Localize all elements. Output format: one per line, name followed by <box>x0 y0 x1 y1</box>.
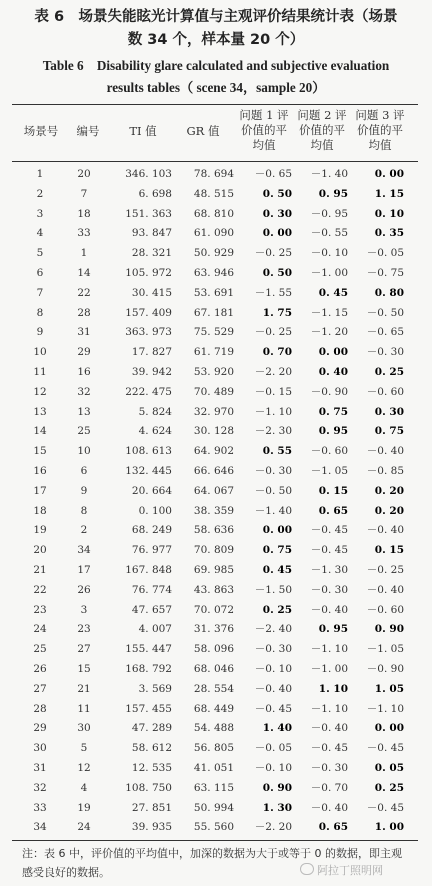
cell-q1: －0. 25 <box>254 247 292 260</box>
cell-scene: 5 <box>36 247 44 260</box>
cell-q2: －0. 40 <box>310 603 348 616</box>
cell-ti: 167. 848 <box>125 564 172 576</box>
cell-gr: 41. 051 <box>193 762 234 774</box>
cell-scene: 15 <box>33 445 47 458</box>
cell-q1: －0. 10 <box>254 663 292 675</box>
table-row <box>0 164 432 185</box>
cell-q3: 1. 00 <box>374 821 404 834</box>
cell-q2: －0. 30 <box>310 762 348 774</box>
cell-q1: 1. 40 <box>262 722 292 735</box>
table-row <box>0 600 432 621</box>
cell-q2: －0. 30 <box>310 583 348 596</box>
cell-scene: 20 <box>33 544 47 557</box>
cell-q2: －0. 45 <box>310 742 348 755</box>
table-row <box>0 540 432 561</box>
cell-scene: 24 <box>33 623 47 636</box>
cell-q3: －0. 50 <box>366 306 404 319</box>
cell-q2: －0. 60 <box>310 445 348 458</box>
watermark <box>300 862 383 878</box>
cell-gr: 70. 072 <box>193 603 234 616</box>
cell-gr: 70. 809 <box>193 544 234 557</box>
cell-q3: 0. 00 <box>374 722 404 735</box>
cell-q3: 0. 05 <box>374 762 404 774</box>
cell-ti: 47. 657 <box>131 603 172 616</box>
cell-q3: －0. 40 <box>366 583 404 596</box>
cell-q1: －0. 30 <box>254 643 292 656</box>
cell-q1: 0. 70 <box>262 346 292 359</box>
cell-ti: 76. 774 <box>131 583 172 596</box>
cell-ti: 58. 612 <box>131 742 172 755</box>
cell-q2: 0. 65 <box>318 504 348 517</box>
cell-id: 34 <box>77 544 91 557</box>
cell-gr: 38. 359 <box>193 504 234 517</box>
cell-scene: 17 <box>33 484 47 497</box>
table-row <box>0 382 432 403</box>
cell-gr: 68. 449 <box>193 702 234 715</box>
cell-q2: 1. 10 <box>318 682 348 695</box>
cell-q1: －0. 30 <box>254 465 292 477</box>
cell-ti: 17. 827 <box>131 346 172 359</box>
cell-q1: 0. 50 <box>262 267 292 279</box>
cell-q2: －1. 10 <box>310 643 348 656</box>
cell-gr: 64. 902 <box>193 445 234 458</box>
cell-q3: －0. 65 <box>366 326 404 339</box>
cell-ti: 4. 007 <box>138 623 172 636</box>
watermark-text: 阿拉丁照明网 <box>317 864 383 877</box>
table-row <box>0 659 432 680</box>
cell-gr: 67. 181 <box>193 306 234 319</box>
cell-scene: 9 <box>36 326 44 339</box>
cell-ti: 155. 447 <box>125 643 172 656</box>
cell-q2: －1. 00 <box>310 267 348 279</box>
cell-q3: 0. 20 <box>374 484 404 497</box>
table-row <box>0 560 432 581</box>
cell-q3: －0. 90 <box>366 663 404 675</box>
cell-q2: －1. 00 <box>310 663 348 675</box>
cell-ti: 3. 569 <box>138 682 172 695</box>
cell-scene: 1 <box>36 168 44 180</box>
cell-q2: －0. 45 <box>310 524 348 537</box>
cell-gr: 32. 970 <box>193 405 234 418</box>
cell-gr: 64. 067 <box>193 484 234 497</box>
cell-q3: －1. 10 <box>366 702 404 715</box>
cell-ti: 93. 847 <box>131 227 172 240</box>
table-row <box>0 501 432 522</box>
cell-scene: 34 <box>33 821 47 834</box>
cell-q2: －0. 55 <box>310 227 348 240</box>
cell-q3: －0. 75 <box>366 267 404 279</box>
cell-ti: 12. 535 <box>131 762 172 774</box>
cell-gr: 54. 488 <box>193 722 234 735</box>
table-row <box>0 362 432 383</box>
cell-gr: 58. 636 <box>193 524 234 537</box>
cell-scene: 33 <box>33 801 47 814</box>
cell-id: 31 <box>77 326 91 339</box>
cell-q2: 0. 95 <box>318 623 348 636</box>
cell-id: 28 <box>77 306 91 319</box>
table-row <box>0 421 432 442</box>
cell-ti: 20. 664 <box>131 484 172 497</box>
cell-scene: 31 <box>33 762 47 774</box>
table-row <box>0 441 432 462</box>
table-row <box>0 817 432 838</box>
header-id: 编号 <box>76 124 100 138</box>
header-q1: 问题 1 评价值的平均值 <box>239 108 289 152</box>
cell-q3: 1. 15 <box>374 187 404 200</box>
cell-scene: 2 <box>36 187 44 200</box>
cell-gr: 63. 115 <box>193 781 234 794</box>
table-row <box>0 778 432 799</box>
cell-scene: 25 <box>33 643 47 656</box>
table-row <box>0 184 432 205</box>
cell-gr: 68. 810 <box>193 207 234 220</box>
cell-q3: －0. 40 <box>366 524 404 537</box>
cell-q1: －2. 30 <box>254 425 292 438</box>
cell-q3: －0. 05 <box>366 247 404 260</box>
cell-gr: 70. 489 <box>193 385 234 398</box>
cell-id: 8 <box>80 504 88 517</box>
cell-id: 12 <box>77 762 91 774</box>
cell-scene: 29 <box>33 722 47 735</box>
cell-scene: 4 <box>36 227 44 240</box>
cell-q2: 0. 15 <box>318 484 348 497</box>
table-row <box>0 718 432 739</box>
cell-ti: 168. 792 <box>125 663 172 675</box>
cell-ti: 4. 624 <box>138 425 172 438</box>
cell-scene: 14 <box>33 425 47 438</box>
cell-q1: －2. 20 <box>254 366 292 378</box>
cell-q2: －1. 05 <box>310 465 348 477</box>
cell-id: 24 <box>77 821 91 834</box>
cell-q1: 0. 25 <box>262 603 292 616</box>
cell-id: 19 <box>77 801 91 814</box>
cell-id: 22 <box>77 286 91 299</box>
cell-q1: －0. 10 <box>254 762 292 774</box>
cell-q2: －0. 90 <box>310 385 348 398</box>
cell-id: 18 <box>77 207 91 220</box>
cell-q2: 0. 45 <box>318 286 348 299</box>
cell-id: 15 <box>77 663 91 675</box>
cell-q2: 0. 00 <box>318 346 348 359</box>
cell-scene: 26 <box>33 663 47 675</box>
table-bottom-rule <box>12 840 418 841</box>
cell-gr: 75. 529 <box>193 326 234 339</box>
cell-q1: －0. 25 <box>254 326 292 339</box>
cell-ti: 151. 363 <box>125 207 172 220</box>
cell-q1: －1. 50 <box>254 583 292 596</box>
cell-q1: －0. 45 <box>254 702 292 715</box>
cell-q2: －0. 45 <box>310 544 348 557</box>
cell-scene: 7 <box>36 286 44 299</box>
header-gr: GR 值 <box>186 124 220 138</box>
cell-q2: －1. 20 <box>310 326 348 339</box>
cell-q2: 0. 95 <box>318 425 348 438</box>
header-q3: 问题 3 评价值的平均值 <box>355 108 405 152</box>
cell-q1: 0. 00 <box>262 524 292 537</box>
cell-id: 30 <box>77 722 91 735</box>
cell-id: 14 <box>77 267 91 279</box>
cell-gr: 53. 691 <box>193 286 234 299</box>
table-row <box>0 580 432 601</box>
cell-q3: 0. 10 <box>374 207 404 220</box>
cell-scene: 13 <box>33 405 47 418</box>
cell-ti: 132. 445 <box>125 465 172 477</box>
cell-q2: －0. 70 <box>310 781 348 794</box>
cell-gr: 58. 096 <box>193 643 234 656</box>
cell-scene: 16 <box>33 465 47 477</box>
cell-q2: 0. 75 <box>318 405 348 418</box>
cell-q2: －1. 10 <box>310 702 348 715</box>
table-row <box>0 481 432 502</box>
cell-gr: 61. 719 <box>193 346 234 359</box>
cell-q1: －0. 40 <box>254 682 292 695</box>
cell-q3: 0. 15 <box>374 544 404 557</box>
cell-ti: 363. 973 <box>125 326 172 339</box>
table-row <box>0 204 432 225</box>
cell-q3: －0. 40 <box>366 445 404 458</box>
header-ti: TI 值 <box>129 124 157 138</box>
cell-id: 33 <box>77 227 91 240</box>
cell-q2: 0. 40 <box>318 366 348 378</box>
table-row <box>0 461 432 482</box>
cell-ti: 68. 249 <box>131 524 172 537</box>
cell-q3: －0. 60 <box>366 385 404 398</box>
cell-gr: 78. 694 <box>193 168 234 180</box>
cell-ti: 5. 824 <box>138 405 172 418</box>
cell-ti: 28. 321 <box>131 247 172 260</box>
cell-id: 32 <box>77 385 91 398</box>
cell-q3: －1. 05 <box>366 643 404 656</box>
cell-ti: 47. 289 <box>131 722 172 735</box>
cell-q3: 0. 30 <box>374 405 404 418</box>
cell-q1: －2. 20 <box>254 821 292 834</box>
cell-q1: －0. 15 <box>254 385 292 398</box>
cell-ti: 6. 698 <box>138 187 172 200</box>
cell-id: 7 <box>80 187 88 200</box>
table-row <box>0 798 432 819</box>
cell-id: 17 <box>77 564 91 576</box>
table-row <box>0 619 432 640</box>
cell-gr: 66. 646 <box>193 465 234 477</box>
cell-gr: 50. 994 <box>193 801 234 814</box>
cell-scene: 6 <box>36 267 44 279</box>
table-row <box>0 738 432 759</box>
cell-gr: 56. 805 <box>193 742 234 755</box>
cell-q3: －0. 45 <box>366 742 404 755</box>
cell-scene: 27 <box>33 682 47 695</box>
cell-q3: 0. 35 <box>374 227 404 240</box>
cell-ti: 108. 613 <box>125 445 172 458</box>
cell-q1: 0. 50 <box>262 187 292 200</box>
cell-q3: －0. 60 <box>366 603 404 616</box>
cell-id: 5 <box>80 742 88 755</box>
cell-id: 27 <box>77 643 91 656</box>
cell-q3: 0. 00 <box>374 168 404 180</box>
cell-q2: －1. 15 <box>310 306 348 319</box>
cell-id: 4 <box>80 781 88 794</box>
cell-gr: 31. 376 <box>193 623 234 636</box>
wechat-icon <box>300 863 314 875</box>
cell-q1: 0. 45 <box>262 564 292 576</box>
table-note: 注：表 6 中，评价值的平均值中，加深的数据为大于或等于 0 的数据，即主观感受良好的数据。 <box>22 847 402 879</box>
cell-q3: 0. 25 <box>374 366 404 378</box>
cell-id: 2 <box>80 524 88 537</box>
cell-q1: －0. 05 <box>254 742 292 755</box>
cell-q1: －0. 50 <box>254 484 292 497</box>
table-row <box>0 758 432 779</box>
cell-gr: 30. 128 <box>193 425 234 438</box>
cell-ti: 30. 415 <box>131 286 172 299</box>
cell-id: 13 <box>77 405 91 418</box>
cell-scene: 10 <box>33 346 47 359</box>
cell-scene: 23 <box>33 603 47 616</box>
cell-q1: －2. 40 <box>254 623 292 636</box>
table-row <box>0 402 432 423</box>
cell-ti: 27. 851 <box>131 801 172 814</box>
cell-ti: 76. 977 <box>131 544 172 557</box>
cell-q2: 0. 65 <box>318 821 348 834</box>
cell-id: 25 <box>77 425 91 438</box>
table-row <box>0 283 432 304</box>
cell-gr: 55. 560 <box>193 821 234 834</box>
cell-id: 16 <box>77 366 91 378</box>
cell-q2: －0. 40 <box>310 801 348 814</box>
cell-q1: －1. 55 <box>254 286 292 299</box>
cell-ti: 0. 100 <box>138 504 172 517</box>
cell-ti: 108. 750 <box>125 781 172 794</box>
cell-q3: －0. 25 <box>366 564 404 576</box>
cell-ti: 105. 972 <box>125 267 172 279</box>
cell-q1: 0. 00 <box>262 227 292 240</box>
table-row <box>0 342 432 363</box>
header-q2: 问题 2 评价值的平均值 <box>297 108 347 152</box>
table-title-english: Table 6 Disability glare calculated and subjective evaluation results tables（ scene 34，sample 20） <box>42 58 390 95</box>
table-row <box>0 322 432 343</box>
table-row <box>0 699 432 720</box>
table-row <box>0 520 432 541</box>
cell-id: 9 <box>80 484 88 497</box>
cell-q3: 0. 90 <box>374 623 404 636</box>
cell-gr: 43. 863 <box>193 583 234 596</box>
cell-q3: 1. 05 <box>374 682 404 695</box>
cell-id: 11 <box>77 702 91 715</box>
header-scene: 场景号 <box>23 124 59 138</box>
cell-gr: 50. 929 <box>193 247 234 260</box>
cell-gr: 48. 515 <box>193 187 234 200</box>
cell-gr: 61. 090 <box>193 227 234 240</box>
cell-scene: 22 <box>33 583 47 596</box>
cell-gr: 63. 946 <box>193 267 234 279</box>
cell-q3: －0. 45 <box>366 801 404 814</box>
cell-gr: 53. 920 <box>193 366 234 378</box>
cell-q2: －0. 10 <box>310 247 348 260</box>
cell-q3: 0. 25 <box>374 781 404 794</box>
cell-q1: 1. 30 <box>262 801 292 814</box>
cell-scene: 21 <box>33 564 47 576</box>
table-title-chinese: 表 6 场景失能眩光计算值与主观评价结果统计表（场景数 34 个，样本量 20 个） <box>34 9 398 48</box>
cell-scene: 19 <box>33 524 47 537</box>
table-header-rule <box>12 161 418 162</box>
cell-q2: －0. 40 <box>310 722 348 735</box>
cell-id: 6 <box>80 465 88 477</box>
cell-scene: 32 <box>33 781 47 794</box>
cell-scene: 11 <box>33 366 47 378</box>
cell-q2: 0. 95 <box>318 187 348 200</box>
cell-id: 21 <box>77 682 91 695</box>
cell-q1: －1. 40 <box>254 504 292 517</box>
cell-id: 1 <box>80 247 88 260</box>
cell-scene: 18 <box>33 504 47 517</box>
cell-scene: 12 <box>33 385 47 398</box>
cell-q1: 0. 30 <box>262 207 292 220</box>
cell-q1: －1. 10 <box>254 405 292 418</box>
table-row <box>0 679 432 700</box>
table-row <box>0 243 432 264</box>
cell-q2: －0. 95 <box>310 207 348 220</box>
cell-ti: 39. 942 <box>131 366 172 378</box>
cell-id: 10 <box>77 445 91 458</box>
cell-q3: 0. 75 <box>374 425 404 438</box>
cell-q1: 0. 90 <box>262 781 292 794</box>
cell-q2: －1. 40 <box>310 168 348 180</box>
cell-scene: 3 <box>36 207 44 220</box>
cell-q3: 0. 80 <box>374 286 404 299</box>
cell-ti: 222. 475 <box>125 385 172 398</box>
cell-ti: 157. 409 <box>125 306 172 319</box>
cell-id: 29 <box>77 346 91 359</box>
cell-scene: 28 <box>33 702 47 715</box>
table-row <box>0 639 432 660</box>
cell-gr: 28. 554 <box>193 682 234 695</box>
cell-id: 26 <box>77 583 91 596</box>
table-row <box>0 223 432 244</box>
cell-q3: 0. 20 <box>374 504 404 517</box>
cell-id: 20 <box>77 168 91 180</box>
cell-q3: －0. 30 <box>366 346 404 359</box>
cell-id: 23 <box>77 623 91 636</box>
cell-q1: 1. 75 <box>262 306 292 319</box>
cell-scene: 8 <box>36 306 44 319</box>
cell-q3: －0. 85 <box>366 465 404 477</box>
cell-q1: －0. 65 <box>254 168 292 180</box>
table-top-rule <box>12 104 418 105</box>
cell-gr: 69. 985 <box>193 564 234 576</box>
table-row <box>0 263 432 284</box>
cell-q1: 0. 55 <box>262 445 292 458</box>
table-row <box>0 303 432 324</box>
cell-ti: 346. 103 <box>125 168 172 180</box>
cell-ti: 157. 455 <box>125 702 172 715</box>
cell-gr: 68. 046 <box>193 663 234 675</box>
cell-scene: 30 <box>33 742 47 755</box>
cell-ti: 39. 935 <box>131 821 172 834</box>
cell-id: 3 <box>80 603 88 616</box>
cell-q2: －1. 30 <box>310 564 348 576</box>
cell-q1: 0. 75 <box>262 544 292 557</box>
